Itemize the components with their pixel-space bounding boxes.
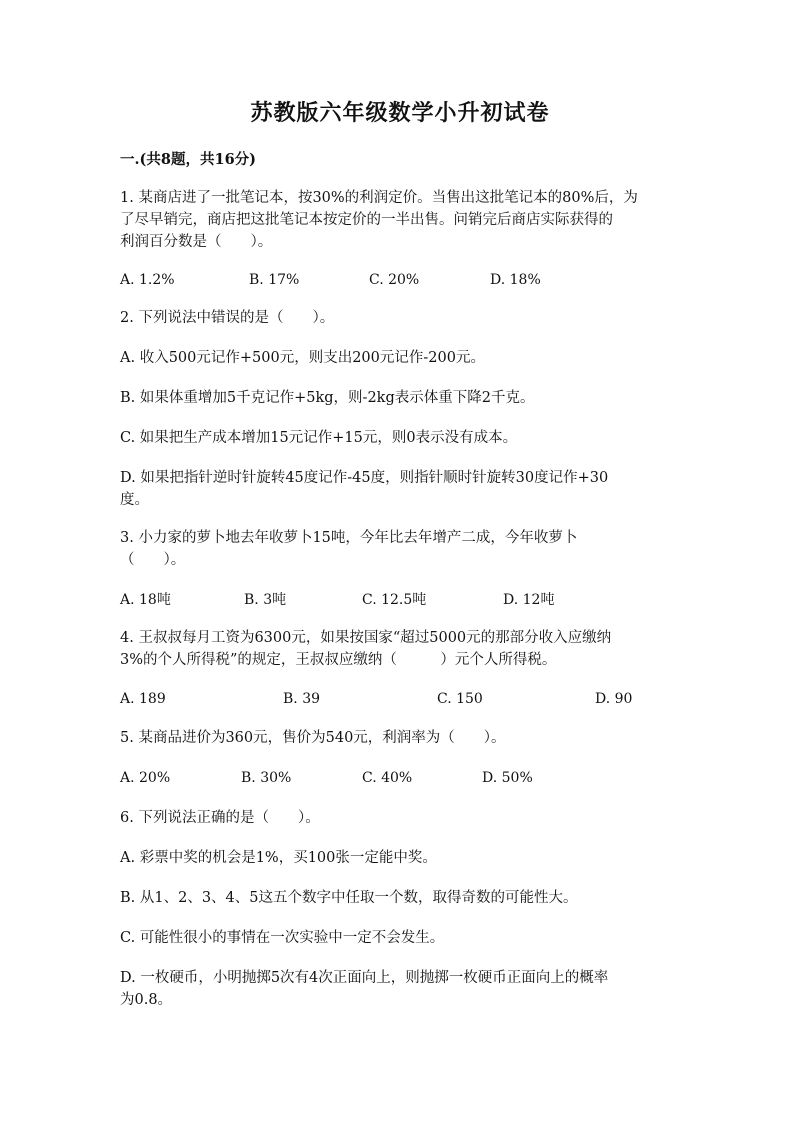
question-3-option-c: C. 12.5吨 (362, 592, 427, 608)
question-1-option-c: C. 20% (369, 272, 420, 288)
question-1-line-3: 利润百分数是（ ）。 (120, 234, 273, 250)
question-2-option-d-line-1: D. 如果把指针逆时针旋转45度记作-45度，则指针顺时针旋转30度记作+30 (120, 470, 609, 486)
question-4-option-c: C. 150 (437, 691, 483, 707)
question-4-line-1: 4. 王叔叔每月工资为6300元，如果按国家“超过5000元的那部分收入应缴纳 (120, 630, 612, 646)
question-2-option-d-line-2: 度。 (120, 492, 149, 508)
question-1-option-a: A. 1.2% (120, 272, 175, 288)
question-6-option-b: B. 从1、2、3、4、5这五个数字中任取一个数，取得奇数的可能性大。 (120, 890, 578, 906)
question-1-line-1: 1. 某商店进了一批笔记本，按30%的利润定价。当售出这批笔记本的80%后，为 (120, 190, 638, 206)
question-4-option-b: B. 39 (283, 691, 321, 707)
question-3-option-b: B. 3吨 (244, 592, 287, 608)
question-2-option-c: C. 如果把生产成本增加15元记作+15元，则0表示没有成本。 (120, 430, 518, 446)
question-6-option-d-line-1: D. 一枚硬币，小明抛掷5次有4次正面向上，则抛掷一枚硬币正面向上的概率 (120, 970, 609, 986)
question-2-line-1: 2. 下列说法中错误的是（ ）。 (120, 310, 335, 326)
question-1-option-b: B. 17% (249, 272, 300, 288)
question-2-option-a: A. 收入500元记作+500元，则支出200元记作-200元。 (120, 350, 485, 366)
question-4-option-a: A. 189 (120, 691, 166, 707)
question-3-line-1: 3. 小力家的萝卜地去年收萝卜15吨，今年比去年增产二成，今年收萝卜 (120, 530, 578, 546)
question-3-option-d: D. 12吨 (503, 592, 555, 608)
question-5-line-1: 5. 某商品进价为360元，售价为540元，利润率为（ ）。 (120, 730, 506, 746)
section-heading: 一.(共8题，共16分) (120, 151, 257, 168)
question-6-option-d-line-2: 为0.8。 (120, 992, 173, 1008)
question-4-line-2: 3%的个人所得税”的规定，王叔叔应缴纳（ ）元个人所得税。 (120, 652, 557, 668)
question-5-option-b: B. 30% (241, 770, 292, 786)
question-5-option-c: C. 40% (362, 770, 413, 786)
question-3-option-a: A. 18吨 (120, 592, 171, 608)
question-1-line-2: 了尽早销完，商店把这批笔记本按定价的一半出售。问销完后商店实际获得的 (120, 212, 613, 228)
page-title: 苏教版六年级数学小升初试卷 (250, 100, 550, 126)
question-5-option-d: D. 50% (482, 770, 533, 786)
question-6-line-1: 6. 下列说法正确的是（ ）。 (120, 810, 320, 826)
question-4-option-d: D. 90 (595, 691, 633, 707)
question-1-option-d: D. 18% (490, 272, 541, 288)
question-5-option-a: A. 20% (120, 770, 171, 786)
question-6-option-c: C. 可能性很小的事情在一次实验中一定不会发生。 (120, 930, 445, 946)
question-3-line-2: （ ）。 (120, 552, 186, 568)
question-2-option-b: B. 如果体重增加5千克记作+5kg，则-2kg表示体重下降2千克。 (120, 390, 535, 406)
question-6-option-a: A. 彩票中奖的机会是1%，买100张一定能中奖。 (120, 850, 437, 866)
